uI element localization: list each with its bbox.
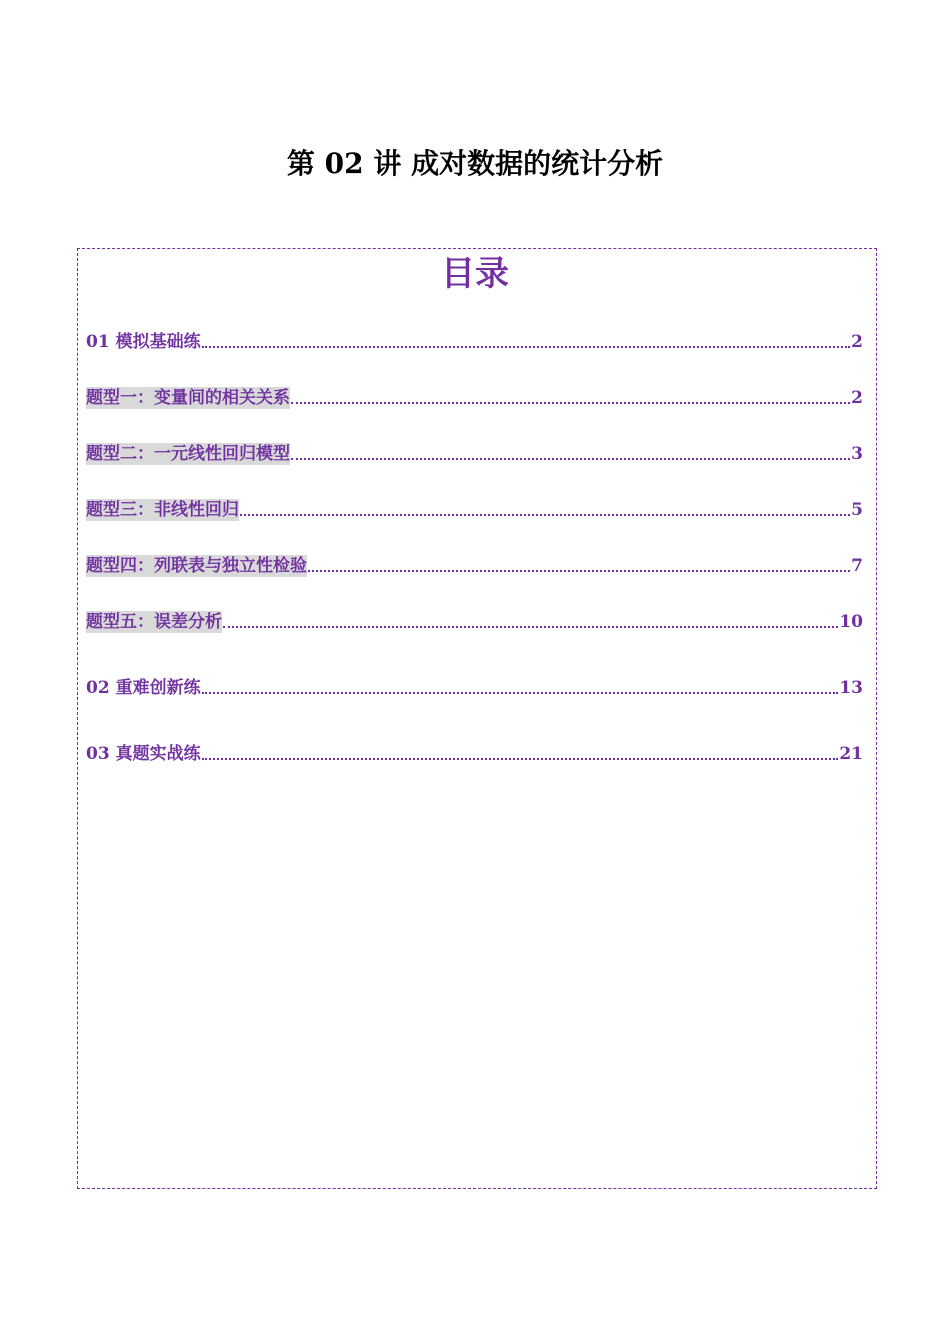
toc-entry-label: 题型五：误差分析	[86, 612, 222, 632]
toc-leader-dots	[202, 692, 839, 694]
toc-leader-dots	[291, 402, 850, 404]
toc-entry-page-number: 5	[851, 500, 863, 520]
toc-entry-page-number: 7	[851, 556, 863, 576]
toc-entry-type-1[interactable]	[86, 387, 863, 409]
toc-entry-section-02[interactable]	[86, 677, 863, 699]
toc-entry-page-number: 13	[839, 678, 863, 698]
toc-entry-type-3[interactable]	[86, 499, 863, 521]
toc-entry-page-number: 2	[851, 332, 863, 352]
toc-entry-section-01[interactable]	[86, 331, 863, 353]
toc-entry-label: 03 真题实战练	[86, 744, 201, 764]
toc-heading: 目录	[441, 254, 509, 294]
page-title: 第 02 讲 成对数据的统计分析	[286, 147, 664, 180]
toc-leader-dots	[291, 458, 850, 460]
toc-leader-dots	[240, 514, 850, 516]
toc-entry-label: 01 模拟基础练	[86, 332, 201, 352]
toc-entry-label: 02 重难创新练	[86, 678, 201, 698]
toc-leader-dots	[202, 346, 851, 348]
toc-leader-dots	[223, 626, 838, 628]
toc-entry-type-4[interactable]	[86, 555, 863, 577]
toc-entry-page-number: 10	[839, 612, 863, 632]
toc-entry-type-5[interactable]	[86, 611, 863, 633]
toc-entry-label: 题型二：一元线性回归模型	[86, 444, 290, 464]
toc-entry-page-number: 21	[839, 744, 863, 764]
toc-entry-page-number: 3	[851, 444, 863, 464]
toc-entry-label: 题型四：列联表与独立性检验	[86, 556, 307, 576]
toc-leader-dots	[308, 570, 850, 572]
toc-entry-type-2[interactable]	[86, 443, 863, 465]
toc-entry-label: 题型三：非线性回归	[86, 500, 239, 520]
toc-entry-page-number: 2	[851, 388, 863, 408]
toc-entry-label: 题型一：变量间的相关关系	[86, 388, 290, 408]
toc-leader-dots	[202, 758, 839, 760]
toc-entry-section-03[interactable]	[86, 743, 863, 765]
